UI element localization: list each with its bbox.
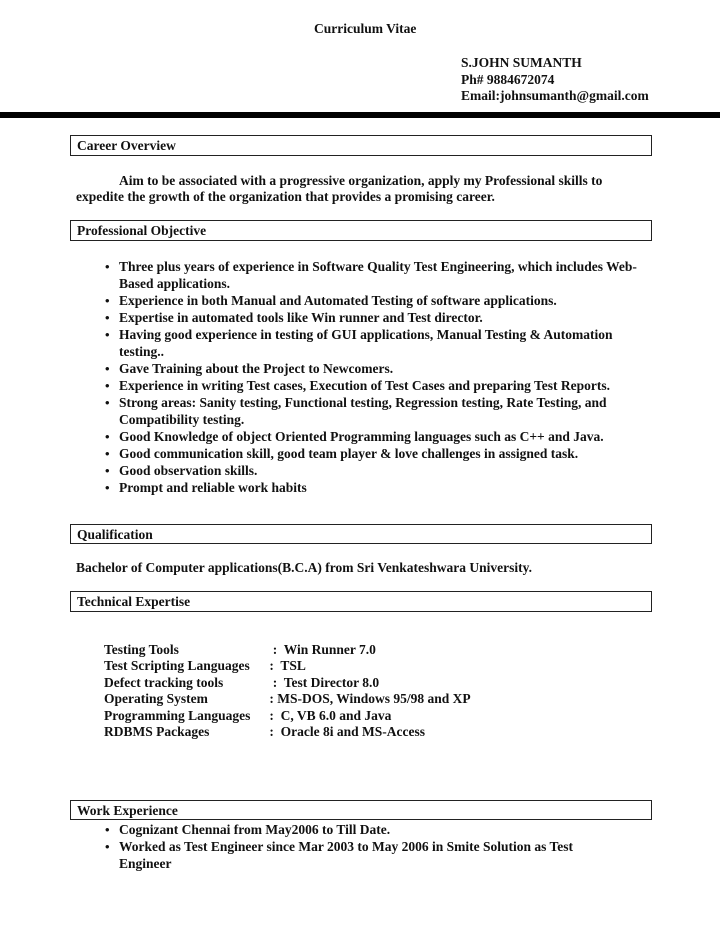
phone-number: Ph# 9884672074 <box>461 71 555 87</box>
table-row <box>104 724 471 740</box>
section-heading-professional-objective: Professional Objective <box>70 220 652 241</box>
list-item: • Cognizant Chennai from May2006 to Till Date. <box>105 821 615 838</box>
skill-category: Programming Languages <box>104 707 251 723</box>
career-overview-line-2: expedite the growth of the organization that provides a promising career. <box>76 189 495 204</box>
skill-value: : Win Runner 7.0 <box>266 642 376 657</box>
email-address: Email:johnsumanth@gmail.com <box>461 88 649 103</box>
skill-value: : Oracle 8i and MS-Access <box>266 724 425 740</box>
skill-value: : C, VB 6.0 and Java <box>266 707 392 723</box>
list-item: • Experience in both Manual and Automated Testing of software applications. <box>105 292 645 309</box>
document-title: Curriculum Vitae <box>314 21 417 36</box>
list-item: • Gave Training about the Project to Newcomers. <box>105 360 645 377</box>
list-item: • Strong areas: Sanity testing, Functional testing, Regression testing, Rate Testing, and Compatibility testing. <box>105 394 645 428</box>
skill-category: Operating System <box>104 691 208 707</box>
list-item: • Experience in writing Test cases, Execution of Test Cases and preparing Test Reports. <box>105 377 645 394</box>
list-item: • Good observation skills. <box>105 462 645 479</box>
table-row <box>104 708 471 724</box>
skill-category: Testing Tools <box>104 642 179 657</box>
skill-category: RDBMS Packages <box>104 724 210 740</box>
list-item: • Three plus years of experience in Software Quality Test Engineering, which includes Web-Based applications. <box>105 258 645 292</box>
list-item: • Prompt and reliable work habits <box>105 479 645 496</box>
section-heading-qualification: Qualification <box>70 524 652 544</box>
section-heading-career-overview: Career Overview <box>70 135 652 156</box>
header-divider <box>0 112 720 118</box>
career-overview-line-1: Aim to be associated with a progressive organization, apply my Professional skills to <box>119 173 603 188</box>
skill-value: : MS-DOS, Windows 95/98 and XP <box>266 691 471 707</box>
skill-category: Test Scripting Languages <box>104 658 250 674</box>
professional-objective-list <box>105 258 645 496</box>
technical-expertise-table <box>104 642 471 740</box>
work-experience-list <box>105 821 615 872</box>
table-row <box>104 691 471 707</box>
list-item: • Good Knowledge of object Oriented Programming languages such as C++ and Java. <box>105 428 645 445</box>
section-heading-technical-expertise: Technical Expertise <box>70 591 652 612</box>
section-heading-work-experience: Work Experience <box>70 800 652 820</box>
contact-block <box>461 55 649 105</box>
table-row <box>104 642 471 658</box>
skill-value: : Test Director 8.0 <box>266 674 380 690</box>
candidate-name: S.JOHN SUMANTH <box>461 55 582 70</box>
qualification-text: Bachelor of Computer applications(B.C.A) from Sri Venkateshwara University. <box>76 560 533 575</box>
list-item: • Good communication skill, good team player & love challenges in assigned task. <box>105 445 645 462</box>
skill-value: : TSL <box>266 658 306 674</box>
list-item: • Worked as Test Engineer since Mar 2003 to May 2006 in Smite Solution as Test Engineer <box>105 838 615 872</box>
table-row <box>104 675 471 691</box>
table-row <box>104 658 471 674</box>
list-item: • Having good experience in testing of GUI applications, Manual Testing & Automation testing.. <box>105 326 645 360</box>
list-item: • Expertise in automated tools like Win runner and Test director. <box>105 309 645 326</box>
skill-category: Defect tracking tools <box>104 674 224 690</box>
